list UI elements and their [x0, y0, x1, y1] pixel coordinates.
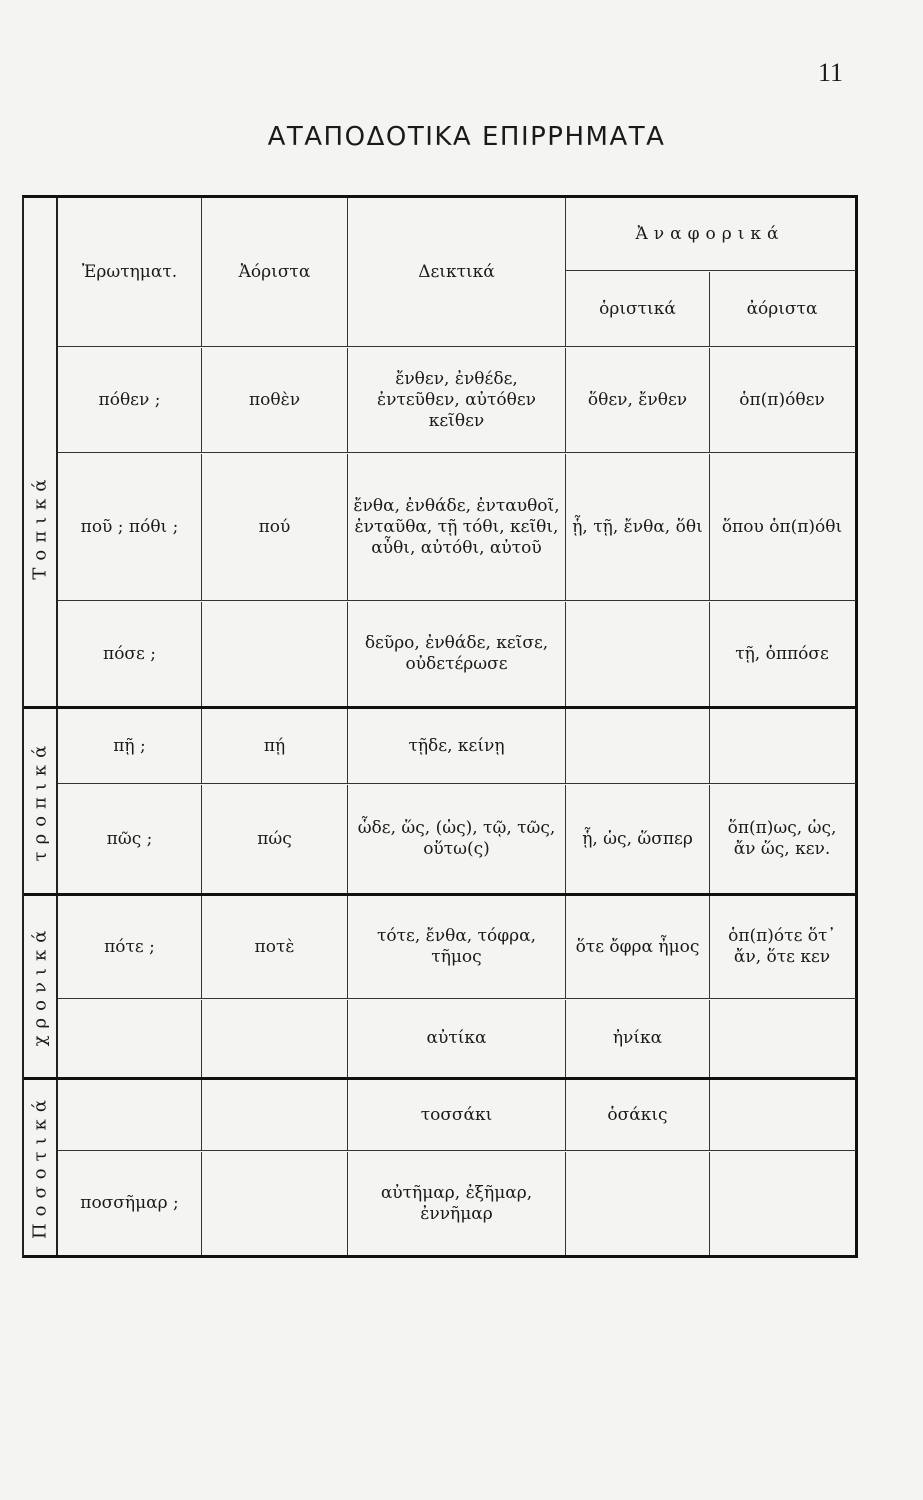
cell-r6-interrogative [58, 1000, 202, 1077]
header-indefinite: Ἀόριστα [202, 198, 348, 346]
adverb-table [22, 195, 858, 1258]
cell-r3-indefinite: πῄ [202, 709, 348, 783]
group-time-label: χρονικά [29, 923, 51, 1047]
cell-r8-relative-definite [566, 1152, 710, 1255]
cell-r2-indefinite [202, 602, 348, 706]
cell-r5-relative-indefinite: ὁπ(π)ότε ὅτ᾽ ἄν, ὅτε κεν [728, 926, 836, 967]
cell-r6-relative-definite: ἠνίκα [566, 1000, 710, 1077]
cell-r1-relative-indefinite: ὅπου ὁπ(π)όθι [721, 516, 843, 537]
cell-r7-relative-definite: ὁσάκις [566, 1080, 710, 1150]
row-rule [58, 783, 856, 784]
cell-r0-demonstrative: ἔνθεν, ἐνθέδε, ἐντεῦθεν, αὐτόθεν κεῖθεν [348, 348, 566, 452]
cell-r5-relative-definite: ὅτε ὄφρα ἦμος [566, 896, 710, 998]
cell-r2-interrogative: πόσε ; [58, 602, 202, 706]
cell-r3-interrogative: πῇ ; [58, 709, 202, 783]
row-rule [58, 1150, 856, 1151]
cell-r2-relative-definite [566, 602, 710, 706]
cell-r4-indefinite: πώς [202, 785, 348, 893]
cell-r6-demonstrative: αὐτίκα [348, 1000, 566, 1077]
cell-r0-indefinite: ποθὲν [202, 348, 348, 452]
page-number: 11 [818, 58, 844, 87]
cell-r1-demonstrative: ἔνθα, ἐνθάδε, ἐνταυθοῖ, ἐνταῦθα, τῇ τόθι, κεῖθι, αὖθι, αὐτόθι, αὐτοῦ [348, 454, 566, 600]
cell-r7-indefinite [202, 1080, 348, 1150]
cell-r8-indefinite [202, 1152, 348, 1255]
group-place [24, 346, 58, 706]
relative-subheader-rule [566, 270, 856, 271]
cell-r8-demonstrative: αὐτῆμαρ, ἐξῆμαρ, ἐννῆμαρ [348, 1152, 566, 1255]
cell-r8-interrogative: ποσσῆμαρ ; [58, 1152, 202, 1255]
cell-r7-interrogative [58, 1080, 202, 1150]
side-header-blank [24, 198, 58, 346]
group-manner-label: τροπικά [29, 738, 51, 861]
cell-r1-indefinite: πού [202, 454, 348, 600]
row-rule [58, 600, 856, 601]
cell-r0-relative-definite: ὅθεν, ἔνθεν [566, 348, 710, 452]
header-interrogative: Ἐρωτηματ. [58, 198, 202, 346]
row-rule [58, 452, 856, 453]
cell-r4-demonstrative: ὧδε, ὥς, (ὡς), τῷ, τῶς, οὕτω(ς) [348, 785, 566, 893]
cell-r0-interrogative: πόθεν ; [58, 348, 202, 452]
cell-r5-demonstrative: τότε, ἔνθα, τόφρα, τῆμος [348, 896, 566, 998]
cell-r6-relative-indefinite [710, 1000, 854, 1077]
header-demonstrative: Δεικτικά [348, 198, 566, 346]
row-rule [58, 998, 856, 999]
cell-r6-indefinite [202, 1000, 348, 1077]
group-time [24, 893, 58, 1077]
cell-r1-interrogative: ποῦ ; πόθι ; [58, 454, 202, 600]
page-title: ΑΤΑΠΟΔΟΤΙΚΑ ΕΠΙΡΡΗΜΑΤΑ [267, 122, 666, 152]
cell-r2-relative-indefinite: τῇ, ὁππόσε [735, 643, 829, 664]
cell-r4-interrogative: πῶς ; [58, 785, 202, 893]
cell-r3-relative-definite [566, 709, 710, 783]
cell-r3-demonstrative: τῇδε, κείνῃ [348, 709, 566, 783]
header-relative-definite: ὁριστικά [566, 272, 710, 346]
cell-r2-demonstrative: δεῦρο, ἐνθάδε, κεῖσε, οὐδετέρωσε [348, 602, 566, 706]
cell-r5-interrogative: πότε ; [58, 896, 202, 998]
cell-r3-relative-indefinite [710, 709, 854, 783]
group-quantity [24, 1077, 58, 1255]
header-relative-indefinite: ἀόριστα [746, 298, 818, 319]
cell-r0-relative-indefinite: ὁπ(π)όθεν [739, 389, 825, 410]
cell-r7-relative-indefinite [710, 1080, 854, 1150]
cell-r7-demonstrative: τοσσάκι [348, 1080, 566, 1150]
group-quantity-label: Ποσοτικά [29, 1092, 51, 1240]
cell-r5-indefinite: ποτὲ [202, 896, 348, 998]
cell-r1-relative-definite: ᾗ, τῇ, ἔνθα, ὅθι [566, 454, 710, 600]
group-place-label: Τοπικά [29, 472, 51, 580]
group-manner [24, 706, 58, 893]
row-rule [58, 346, 856, 347]
cell-r4-relative-indefinite: ὅπ(π)ως, ὡς, ἄν ὥς, κεν. [727, 818, 837, 859]
cell-r4-relative-definite: ᾗ, ὡς, ὥσπερ [566, 785, 710, 893]
cell-r8-relative-indefinite [710, 1152, 854, 1255]
header-relative: Ἀναφορικά [635, 223, 785, 244]
